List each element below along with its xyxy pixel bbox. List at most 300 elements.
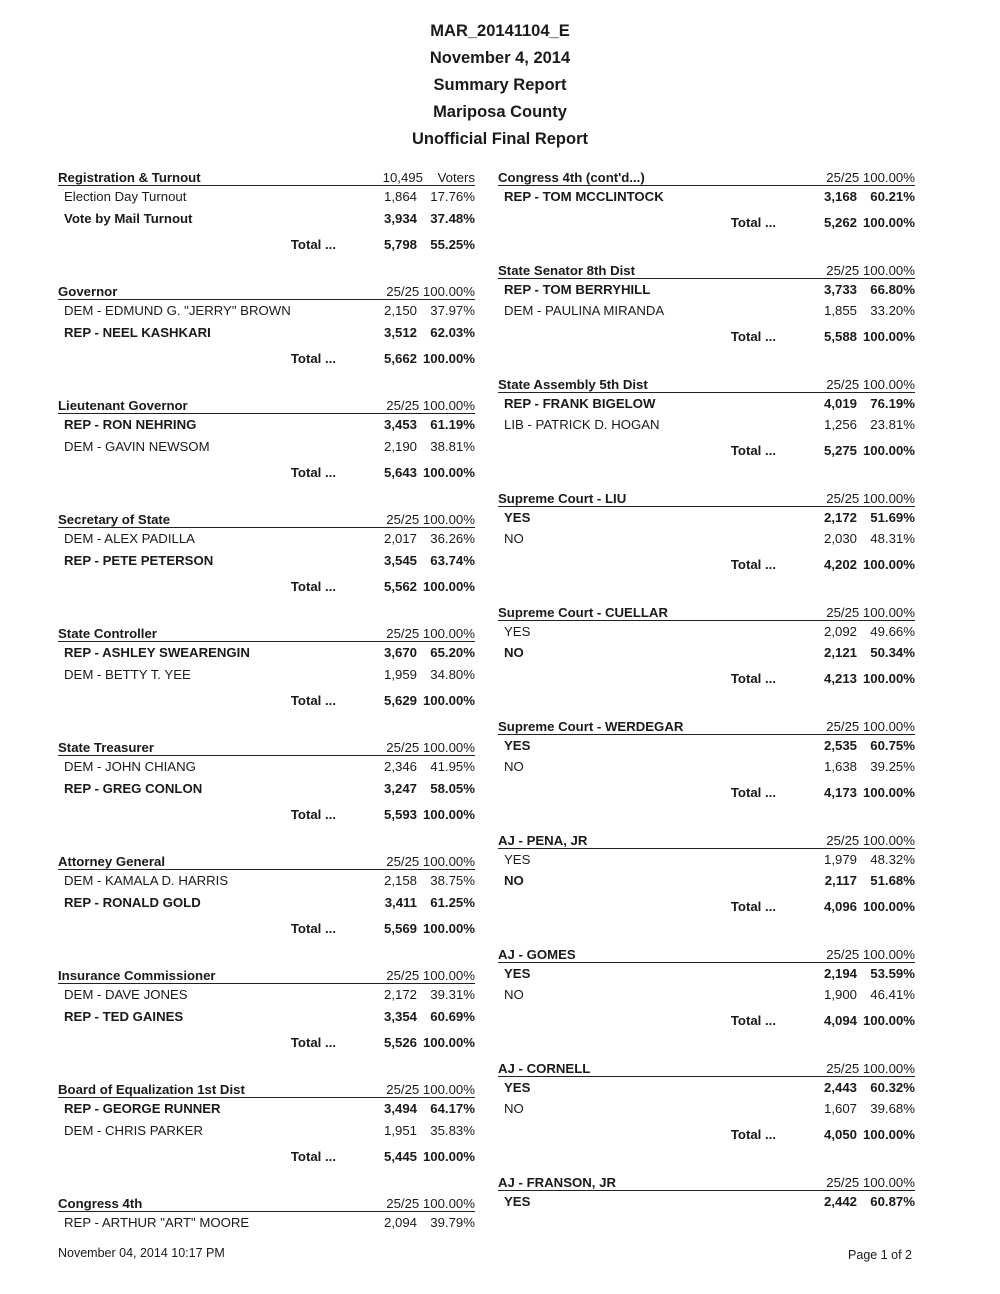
candidate-percent: 17.76% <box>430 189 475 205</box>
candidate-votes: 1,855 <box>823 303 857 319</box>
contest-precincts: 25/25 100.00% <box>386 512 475 527</box>
contest-header <box>58 621 475 642</box>
candidate-row <box>498 300 915 322</box>
contest-title: Supreme Court - WERDEGAR <box>498 718 684 734</box>
total-row <box>58 685 475 715</box>
contest-title: AJ - CORNELL <box>498 1060 591 1076</box>
candidate-name: Vote by Mail Turnout <box>64 210 193 226</box>
contest-block <box>498 714 915 828</box>
contest-block <box>498 1170 915 1213</box>
report-code: MAR_20141104_E <box>430 22 570 40</box>
total-label: Total ... <box>290 1148 336 1164</box>
contest-block <box>58 279 475 393</box>
contest-precincts: 25/25 100.00% <box>386 740 475 755</box>
candidate-votes: 2,150 <box>383 303 417 319</box>
contest-precincts: 25/25 100.00% <box>386 1082 475 1097</box>
candidate-votes: 1,900 <box>823 987 857 1003</box>
total-label: Total ... <box>290 806 336 822</box>
candidate-name: DEM - CHRIS PARKER <box>64 1122 203 1138</box>
total-row <box>58 799 475 829</box>
candidate-name: NO <box>504 987 524 1003</box>
total-percent: 100.00% <box>862 557 915 572</box>
candidate-votes: 3,934 <box>383 210 417 226</box>
contest-precincts: 25/25 100.00% <box>386 968 475 983</box>
section-spacer <box>58 1171 475 1191</box>
candidate-votes: 2,158 <box>383 873 417 889</box>
total-label: Total ... <box>730 557 776 572</box>
total-label: Total ... <box>290 920 336 936</box>
candidate-votes: 2,535 <box>823 737 857 753</box>
total-votes: 5,643 <box>383 464 417 480</box>
contest-precincts: 25/25 100.00% <box>386 398 475 413</box>
candidate-name: DEM - EDMUND G. "JERRY" BROWN <box>64 303 291 319</box>
candidate-row <box>58 208 475 230</box>
contest-block <box>498 1056 915 1170</box>
total-row <box>498 550 915 580</box>
total-percent: 100.00% <box>862 443 915 458</box>
candidate-name: YES <box>504 965 531 981</box>
candidate-percent: 38.75% <box>430 873 475 889</box>
candidate-row <box>58 642 475 664</box>
total-votes: 5,569 <box>383 920 417 936</box>
total-percent: 100.00% <box>862 785 915 800</box>
section-spacer <box>58 487 475 507</box>
candidate-votes: 2,190 <box>383 438 417 454</box>
total-votes: 5,593 <box>383 806 417 822</box>
contest-title: Secretary of State <box>58 512 171 527</box>
contest-title: Congress 4th (cont'd...) <box>498 170 645 185</box>
contest-header <box>498 258 915 279</box>
candidate-row <box>58 756 475 778</box>
section-spacer <box>498 694 915 714</box>
candidate-percent: 76.19% <box>870 395 915 411</box>
candidate-votes: 4,019 <box>823 395 857 411</box>
total-label: Total ... <box>290 236 336 252</box>
candidate-votes: 2,346 <box>383 759 417 775</box>
candidate-row <box>498 1077 915 1099</box>
candidate-percent: 39.79% <box>430 1215 475 1231</box>
total-row <box>58 1141 475 1171</box>
candidate-votes: 1,959 <box>383 666 417 682</box>
contest-block <box>58 735 475 849</box>
contest-header <box>498 942 915 963</box>
candidate-percent: 41.95% <box>430 759 475 775</box>
contest-title: State Assembly 5th Dist <box>498 376 648 392</box>
section-spacer <box>498 580 915 600</box>
total-votes: 4,094 <box>823 1013 857 1028</box>
candidate-row <box>498 528 915 550</box>
candidate-votes: 1,607 <box>823 1101 857 1117</box>
candidate-name: REP - FRANK BIGELOW <box>504 395 656 411</box>
total-row <box>58 1027 475 1057</box>
candidate-name: NO <box>504 873 524 889</box>
total-row <box>58 343 475 373</box>
candidate-percent: 51.68% <box>870 873 915 889</box>
candidate-percent: 37.48% <box>430 210 475 226</box>
candidate-name: REP - ASHLEY SWEARENGIN <box>64 645 250 661</box>
candidate-name: DEM - BETTY T. YEE <box>64 666 191 682</box>
report-status: Unofficial Final Report <box>411 130 588 148</box>
candidate-votes: 3,354 <box>383 1008 417 1024</box>
contest-title: Insurance Commissioner <box>58 968 216 983</box>
total-percent: 100.00% <box>862 899 915 914</box>
candidate-percent: 36.26% <box>430 531 475 547</box>
candidate-percent: 63.74% <box>430 552 475 568</box>
candidate-percent: 48.32% <box>870 851 915 867</box>
section-spacer <box>58 373 475 393</box>
contest-block <box>498 165 915 258</box>
total-percent: 100.00% <box>422 1148 475 1164</box>
contest-header <box>58 735 475 756</box>
total-votes: 4,096 <box>823 899 857 914</box>
contest-header <box>498 1056 915 1077</box>
candidate-votes: 3,247 <box>383 780 417 796</box>
candidate-name: DEM - JOHN CHIANG <box>64 759 196 775</box>
candidate-row <box>498 621 915 643</box>
total-label: Total ... <box>290 464 336 480</box>
total-votes: 5,562 <box>383 578 417 594</box>
contest-block <box>58 849 475 963</box>
candidate-percent: 60.75% <box>870 737 915 753</box>
candidate-votes: 1,864 <box>383 189 417 205</box>
contest-title: Supreme Court - LIU <box>498 490 627 506</box>
contest-precincts: 25/25 100.00% <box>826 1060 915 1076</box>
total-percent: 100.00% <box>422 350 475 366</box>
candidate-votes: 1,256 <box>823 417 857 433</box>
contest-title: State Controller <box>58 626 157 641</box>
total-percent: 100.00% <box>422 578 475 594</box>
contest-precincts: 25/25 100.00% <box>386 1196 475 1211</box>
total-row <box>498 208 915 238</box>
contest-block <box>58 963 475 1077</box>
contest-block <box>498 942 915 1056</box>
candidate-row <box>58 322 475 344</box>
contest-precincts: 25/25 100.00% <box>826 832 915 848</box>
candidate-name: YES <box>504 851 531 867</box>
candidate-name: REP - RON NEHRING <box>64 417 197 433</box>
contest-precincts: 25/25 100.00% <box>386 854 475 869</box>
contest-title: Lieutenant Governor <box>58 398 188 413</box>
total-row <box>498 664 915 694</box>
candidate-name: REP - ARTHUR "ART" MOORE <box>64 1215 250 1231</box>
contest-header <box>498 1170 915 1191</box>
candidate-name: YES <box>504 509 531 525</box>
contest-precincts: 25/25 100.00% <box>826 170 915 185</box>
candidate-votes: 3,670 <box>383 645 417 661</box>
candidate-row <box>498 984 915 1006</box>
total-percent: 100.00% <box>862 1127 915 1142</box>
total-votes: 5,588 <box>823 329 857 344</box>
candidate-votes: 2,194 <box>823 965 857 981</box>
contest-title: Attorney General <box>58 854 165 869</box>
contest-block <box>498 828 915 942</box>
candidate-votes: 2,030 <box>823 531 857 547</box>
candidate-percent: 49.66% <box>870 623 915 639</box>
report-type: Summary Report <box>433 76 567 94</box>
total-label: Total ... <box>290 1034 336 1050</box>
contest-title: AJ - FRANSON, JR <box>498 1174 616 1190</box>
contest-header <box>58 507 475 528</box>
total-label: Total ... <box>730 443 776 458</box>
contest-title: State Senator 8th Dist <box>498 262 636 278</box>
candidate-name: REP - TOM BERRYHILL <box>504 281 651 297</box>
total-votes: 5,662 <box>383 350 417 366</box>
total-votes: 4,173 <box>823 785 857 800</box>
footer-timestamp: November 04, 2014 10:17 PM <box>58 1246 225 1260</box>
candidate-votes: 1,638 <box>823 759 857 775</box>
contest-header <box>498 600 915 621</box>
total-votes: 5,526 <box>383 1034 417 1050</box>
total-label: Total ... <box>730 215 776 230</box>
candidate-row <box>58 1006 475 1028</box>
section-spacer <box>498 466 915 486</box>
total-votes: 5,798 <box>383 236 417 252</box>
candidate-name: DEM - PAULINA MIRANDA <box>504 303 665 319</box>
candidate-row <box>58 984 475 1006</box>
candidate-votes: 2,017 <box>383 531 417 547</box>
candidate-row <box>58 300 475 322</box>
candidate-row <box>58 1098 475 1120</box>
total-row <box>498 1006 915 1036</box>
contest-precincts: 25/25 100.00% <box>386 626 475 641</box>
contest-title: Board of Equalization 1st Dist <box>58 1082 245 1097</box>
candidate-percent: 61.25% <box>430 894 475 910</box>
right-column <box>498 165 915 1212</box>
candidate-votes: 1,951 <box>383 1122 417 1138</box>
candidate-name: REP - GEORGE RUNNER <box>64 1101 221 1117</box>
section-spacer <box>498 1150 915 1170</box>
candidate-row <box>498 414 915 436</box>
total-row <box>498 778 915 808</box>
candidate-name: REP - TOM MCCLINTOCK <box>504 189 664 205</box>
candidate-name: YES <box>504 737 531 753</box>
candidate-name: DEM - GAVIN NEWSOM <box>64 438 210 454</box>
candidate-votes: 2,117 <box>824 873 857 889</box>
report-header <box>0 18 1000 153</box>
candidate-name: NO <box>504 531 524 547</box>
contest-precincts: 25/25 100.00% <box>826 604 915 620</box>
left-column <box>58 165 475 1234</box>
candidate-row <box>498 642 915 664</box>
contest-header <box>58 279 475 300</box>
candidate-votes: 2,092 <box>823 623 857 639</box>
contest-precincts: 25/25 100.00% <box>386 284 475 299</box>
total-percent: 100.00% <box>422 692 475 708</box>
candidate-votes: 3,168 <box>823 189 857 205</box>
candidate-votes: 3,494 <box>383 1101 417 1117</box>
contest-block <box>58 1077 475 1191</box>
candidate-row <box>498 507 915 529</box>
candidate-row <box>498 393 915 415</box>
candidate-row <box>58 414 475 436</box>
candidate-name: YES <box>504 623 531 639</box>
total-percent: 55.25% <box>430 236 475 252</box>
candidate-row <box>498 1098 915 1120</box>
candidate-name: LIB - PATRICK D. HOGAN <box>504 417 660 433</box>
contest-header <box>58 849 475 870</box>
contest-block <box>498 486 915 600</box>
candidate-percent: 61.19% <box>430 417 475 433</box>
candidate-name: NO <box>504 645 524 661</box>
candidate-name: NO <box>504 1101 524 1117</box>
total-percent: 100.00% <box>862 329 915 344</box>
contest-block <box>498 600 915 714</box>
candidate-row <box>498 279 915 301</box>
total-votes: 5,445 <box>383 1148 417 1164</box>
candidate-row <box>498 870 915 892</box>
total-row <box>498 436 915 466</box>
report-date: November 4, 2014 <box>429 49 571 67</box>
section-spacer <box>58 943 475 963</box>
total-row <box>58 457 475 487</box>
candidate-percent: 33.20% <box>870 303 915 319</box>
candidate-row <box>498 756 915 778</box>
contest-block <box>58 165 475 279</box>
contest-precincts: 25/25 100.00% <box>826 718 915 734</box>
total-label: Total ... <box>290 578 336 594</box>
candidate-name: REP - RONALD GOLD <box>64 894 201 910</box>
total-percent: 100.00% <box>862 671 915 686</box>
candidate-name: Election Day Turnout <box>64 189 187 205</box>
total-percent: 100.00% <box>862 1013 915 1028</box>
candidate-name: DEM - DAVE JONES <box>64 987 188 1003</box>
contest-header <box>498 372 915 393</box>
section-spacer <box>58 715 475 735</box>
candidate-percent: 62.03% <box>430 324 475 340</box>
contest-block <box>58 393 475 507</box>
candidate-row <box>58 550 475 572</box>
total-label: Total ... <box>730 899 776 914</box>
section-spacer <box>58 829 475 849</box>
total-label: Total ... <box>730 1127 776 1142</box>
total-label: Total ... <box>290 350 336 366</box>
candidate-row <box>498 963 915 985</box>
section-spacer <box>58 1057 475 1077</box>
contest-title: Congress 4th <box>58 1196 143 1211</box>
total-votes: 4,213 <box>823 671 857 686</box>
candidate-percent: 51.69% <box>870 509 915 525</box>
total-percent: 100.00% <box>422 920 475 936</box>
contest-title: Supreme Court - CUELLAR <box>498 604 668 620</box>
total-label: Total ... <box>730 785 776 800</box>
candidate-votes: 2,172 <box>823 509 857 525</box>
candidate-percent: 60.32% <box>870 1079 915 1095</box>
candidate-name: YES <box>504 1079 531 1095</box>
contest-title: AJ - GOMES <box>498 946 576 962</box>
total-percent: 100.00% <box>422 464 475 480</box>
candidate-votes: 2,172 <box>383 987 417 1003</box>
candidate-percent: 48.31% <box>870 531 915 547</box>
total-votes: 5,262 <box>823 215 857 230</box>
contest-header <box>58 963 475 984</box>
total-row <box>498 1120 915 1150</box>
candidate-percent: 39.31% <box>430 987 475 1003</box>
section-spacer <box>498 238 915 258</box>
candidate-row <box>58 778 475 800</box>
contest-header <box>498 165 915 186</box>
total-votes: 4,050 <box>823 1127 857 1142</box>
candidate-percent: 38.81% <box>430 438 475 454</box>
candidate-row <box>58 1120 475 1142</box>
contest-block <box>58 621 475 735</box>
candidate-percent: 46.41% <box>870 987 915 1003</box>
candidate-votes: 3,411 <box>384 894 417 910</box>
contest-header <box>498 828 915 849</box>
contest-block <box>498 258 915 372</box>
candidate-votes: 3,453 <box>383 417 417 433</box>
candidate-votes: 1,979 <box>823 851 857 867</box>
candidate-percent: 58.05% <box>430 780 475 796</box>
candidate-percent: 53.59% <box>870 965 915 981</box>
total-percent: 100.00% <box>422 806 475 822</box>
candidate-row <box>498 186 915 208</box>
candidate-name: REP - GREG CONLON <box>64 780 203 796</box>
section-spacer <box>498 352 915 372</box>
contest-header <box>58 165 475 186</box>
candidate-percent: 65.20% <box>430 645 475 661</box>
candidate-percent: 39.25% <box>870 759 915 775</box>
section-spacer <box>498 808 915 828</box>
candidate-percent: 23.81% <box>870 417 915 433</box>
candidate-percent: 64.17% <box>430 1101 475 1117</box>
candidate-name: YES <box>504 1193 531 1209</box>
candidate-percent: 39.68% <box>870 1101 915 1117</box>
candidate-percent: 60.87% <box>870 1193 915 1209</box>
contest-header <box>58 1191 475 1212</box>
total-label: Total ... <box>730 1013 776 1028</box>
candidate-row <box>58 1212 475 1234</box>
section-spacer <box>498 922 915 942</box>
candidate-name: NO <box>504 759 524 775</box>
contest-title: State Treasurer <box>58 740 155 755</box>
candidate-name: REP - TED GAINES <box>64 1008 184 1024</box>
total-percent: 100.00% <box>422 1034 475 1050</box>
candidate-row <box>498 1191 915 1213</box>
candidate-percent: 50.34% <box>870 645 915 661</box>
candidate-row <box>58 664 475 686</box>
contest-title: Registration & Turnout <box>58 170 201 185</box>
total-label: Total ... <box>730 671 776 686</box>
candidate-row <box>58 528 475 550</box>
candidate-name: REP - NEEL KASHKARI <box>64 324 211 340</box>
candidate-percent: 34.80% <box>430 666 475 682</box>
candidate-name: DEM - ALEX PADILLA <box>64 531 195 547</box>
section-spacer <box>498 1036 915 1056</box>
contest-block <box>58 507 475 621</box>
candidate-row <box>58 870 475 892</box>
contest-block <box>58 1191 475 1234</box>
total-row <box>58 571 475 601</box>
contest-precincts: 25/25 100.00% <box>826 262 915 278</box>
candidate-votes: 2,443 <box>823 1079 857 1095</box>
total-row <box>498 892 915 922</box>
candidate-percent: 60.69% <box>430 1008 475 1024</box>
total-votes: 4,202 <box>823 557 857 572</box>
total-votes: 5,275 <box>823 443 857 458</box>
section-spacer <box>58 601 475 621</box>
contest-header <box>58 393 475 414</box>
candidate-row <box>58 436 475 458</box>
contest-header <box>58 1077 475 1098</box>
contest-title: Governor <box>58 284 118 299</box>
candidate-row <box>58 892 475 914</box>
candidate-percent: 66.80% <box>870 281 915 297</box>
total-row <box>58 229 475 259</box>
candidate-name: DEM - KAMALA D. HARRIS <box>64 873 229 889</box>
section-spacer <box>58 259 475 279</box>
contest-precincts: 10,495 Voters <box>382 170 475 185</box>
candidate-row <box>58 186 475 208</box>
